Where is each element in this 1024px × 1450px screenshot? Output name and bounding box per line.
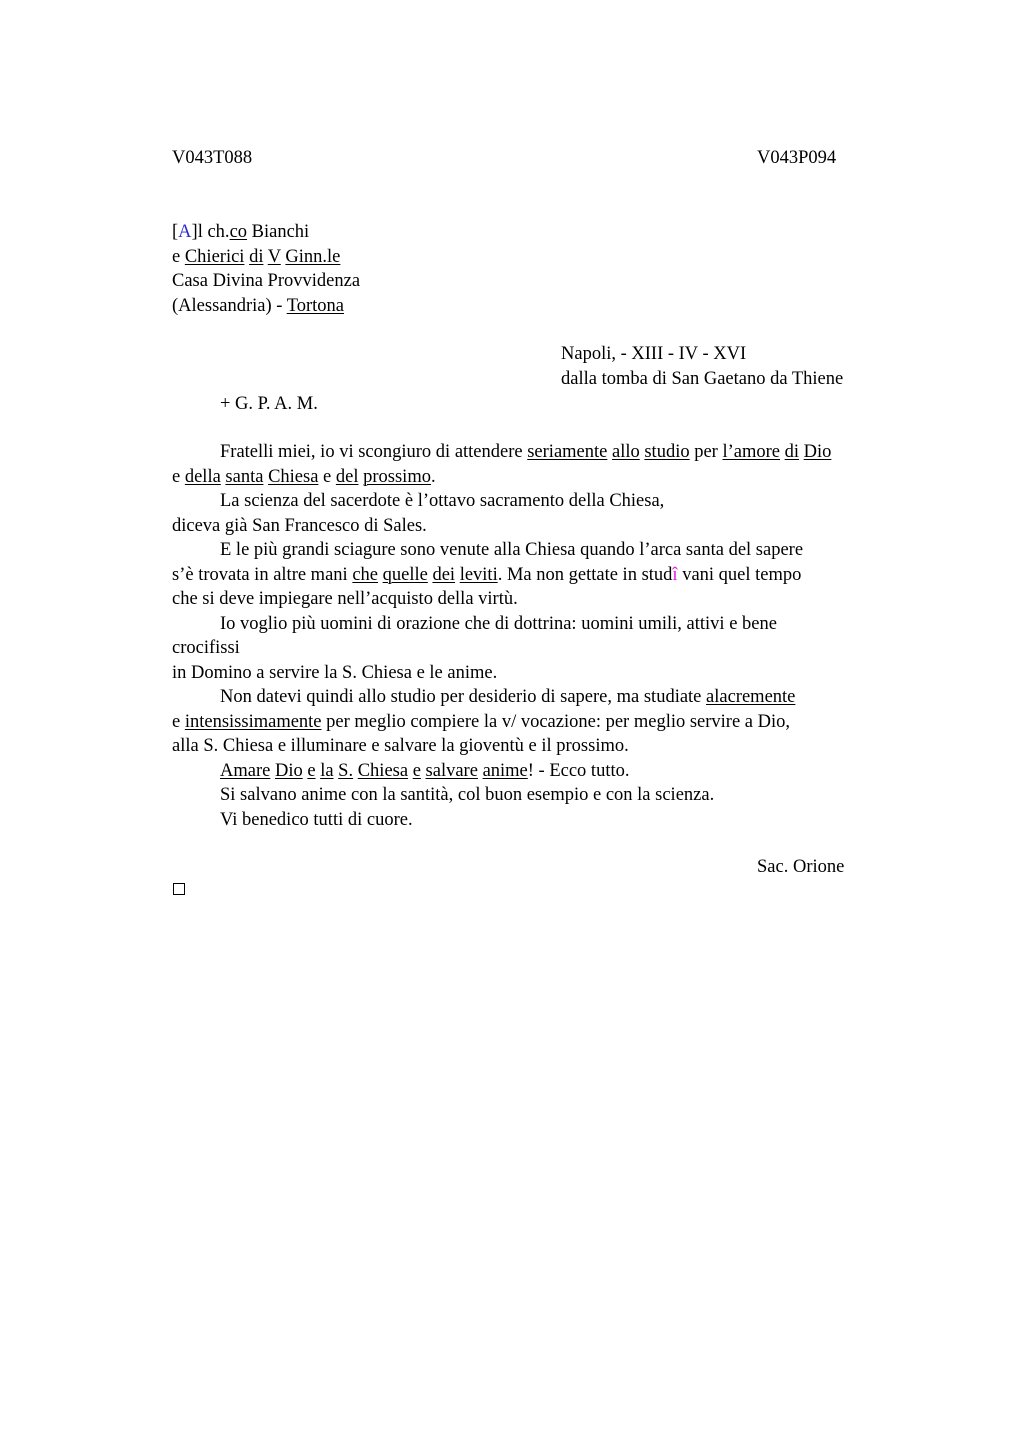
end-of-document-square-icon — [173, 883, 185, 895]
editorial-mark: î — [672, 564, 678, 585]
restored-letter: A — [178, 222, 192, 242]
paragraph-3-line-1: E le più grandi sciagure sono venute alla Chiesa quando l’arca santa del sapere — [220, 540, 804, 560]
date-line: Napoli, - XIII - IV - XVI — [561, 344, 747, 364]
paragraph-3-line-3: che si deve impiegare nell’acquisto della virtù. — [172, 589, 518, 609]
address-line-2: e Chierici di V Ginn.le — [172, 246, 341, 267]
paragraph-4-line-1: Io voglio più uomini di orazione che di dottrina: uomini umili, attivi e bene — [220, 613, 777, 634]
paragraph-5-line-3: alla S. Chiesa e illuminare e salvare la gioventù e il prossimo. — [172, 736, 629, 756]
paragraph-4-line-2: crocifissi — [172, 638, 240, 658]
paragraph-1-line-2: e della santa Chiesa e del prossimo. — [172, 466, 436, 487]
place-line: dalla tomba di San Gaetano da Thiene — [561, 368, 844, 389]
paragraph-6-line-1: Amare Dio e la S. Chiesa e salvare anime! - Ecco tutto. — [220, 760, 630, 781]
letter-body — [172, 440, 912, 832]
paragraph-5-line-1: Non datevi quindi allo studio per desiderio di sapere, ma studiate alacremente — [220, 687, 796, 707]
invocation: + G. P. A. M. — [220, 394, 318, 414]
paragraph-5-line-2: e intensissimamente per meglio compiere la v/ vocazione: per meglio servire a Dio, — [172, 711, 791, 732]
document-code-left: V043T088 — [172, 148, 253, 168]
paragraph-8-line-1: Vi benedico tutti di cuore. — [220, 809, 413, 830]
address-line-1: [A]l ch.co Bianchi — [172, 222, 310, 242]
address-line-3: Casa Divina Provvidenza — [172, 271, 361, 291]
address-line-4: (Alessandria) - Tortona — [172, 295, 345, 316]
document-code-right: V043P094 — [757, 148, 837, 168]
paragraph-3-line-2: s’è trovata in altre mani che quelle dei leviti. Ma non gettate in studî vani quel tempo — [172, 564, 802, 585]
paragraph-1-line-1: Fratelli miei, io vi scongiuro di attendere seriamente allo studio per l’amore di Dio — [220, 442, 832, 462]
paragraph-7-line-1: Si salvano anime con la santità, col buon esempio e con la scienza. — [220, 785, 715, 805]
paragraph-2-line-1: La scienza del sacerdote è l’ottavo sacramento della Chiesa, — [220, 491, 665, 511]
recipient-address — [172, 220, 360, 318]
paragraph-4-line-3: in Domino a servire la S. Chiesa e le anime. — [172, 662, 498, 683]
place-date — [561, 342, 843, 391]
signature: Sac. Orione — [757, 857, 845, 877]
paragraph-2-line-2: diceva già San Francesco di Sales. — [172, 515, 427, 536]
